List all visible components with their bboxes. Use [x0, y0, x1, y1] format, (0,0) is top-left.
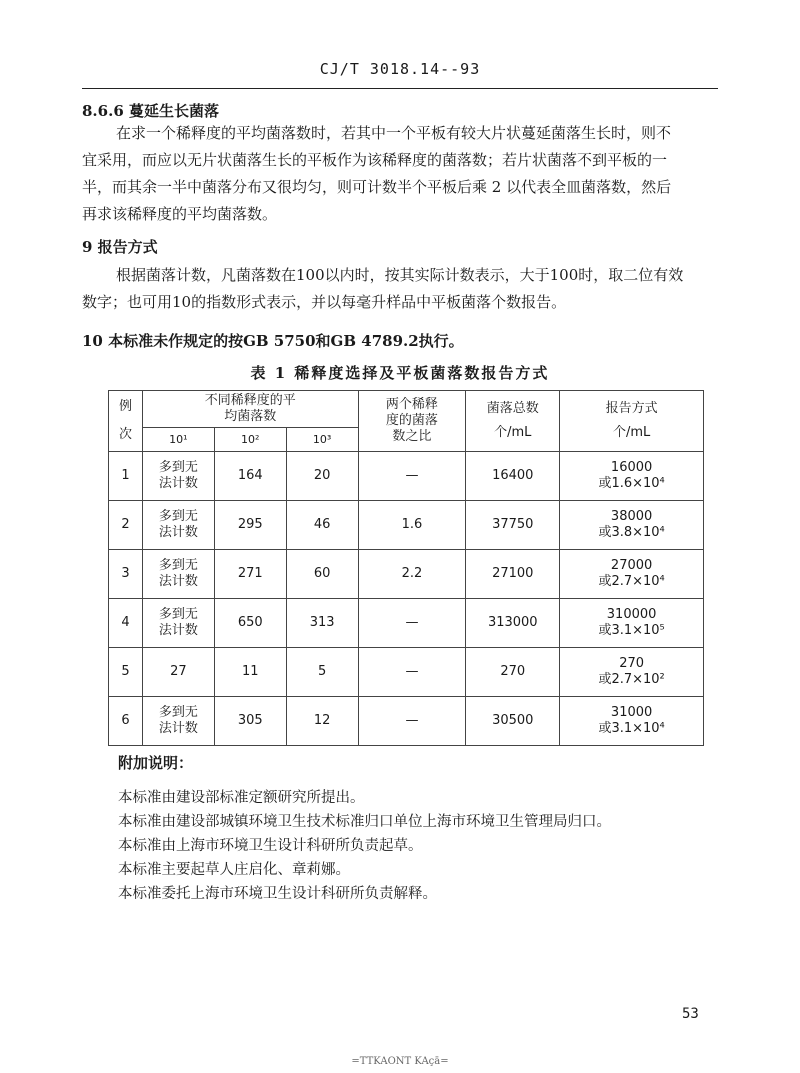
cell-text: 12	[313, 713, 331, 728]
header-text: 个/mL	[612, 425, 651, 440]
total-cell	[466, 648, 560, 697]
cell-text: 法计数	[158, 525, 198, 540]
total-cell	[466, 697, 560, 746]
ratio-cell	[358, 550, 466, 599]
report-cell	[560, 697, 704, 746]
dilution-1-cell	[142, 697, 214, 746]
dilution-1-header: 10¹	[142, 428, 214, 452]
cell-text: 164	[237, 468, 263, 483]
header-text: 均菌落数	[224, 409, 277, 424]
header-text: 数之比	[392, 429, 432, 444]
cell-text: 16400	[492, 468, 534, 483]
cell-text: 法计数	[158, 721, 198, 736]
dilution-2-cell	[214, 648, 286, 697]
note-line: 本标准由建设部城镇环境卫生技术标准归口单位上海市环境卫生管理局归口。	[118, 814, 611, 830]
cell-text: 或3.8×10⁴	[598, 525, 665, 540]
cell-text: 30500	[492, 713, 534, 728]
dilution-1-cell	[142, 599, 214, 648]
page-number: 53	[682, 1006, 699, 1022]
dilution-1-cell	[142, 648, 214, 697]
cell-text: 或2.7×10⁴	[598, 574, 665, 589]
cell-text: 295	[237, 517, 263, 532]
report-cell	[560, 648, 704, 697]
ratio-cell	[358, 648, 466, 697]
cell-text: 46	[313, 517, 331, 532]
paragraph-line: 半，而其余一半中菌落分布又很均匀，则可计数半个平板后乘 2 以代表全皿菌落数，然后	[82, 178, 672, 196]
dilution-2-cell	[214, 550, 286, 599]
dilution-3-cell	[286, 452, 358, 501]
case-number-cell	[109, 599, 143, 648]
cell-text: 60	[313, 566, 331, 581]
section-10-title: 10 本标准未作规定的按GB 5750和GB 4789.2执行。	[82, 332, 464, 350]
header-rule	[82, 88, 718, 89]
cell-text: 27000	[610, 558, 653, 573]
cell-text: 法计数	[158, 476, 198, 491]
report-cell	[560, 599, 704, 648]
paragraph-line: 在求一个稀释度的平均菌落数时，若其中一个平板有较大片状蔓延菌落生长时，则不	[116, 124, 672, 142]
cell-text: 1	[121, 468, 130, 483]
header-text: 不同稀释度的平	[204, 393, 296, 408]
cell-text: 3	[121, 566, 130, 581]
case-number-cell	[109, 452, 143, 501]
header-text: 个/mL	[494, 425, 532, 440]
cell-text: 31000	[610, 705, 653, 720]
case-number-cell	[109, 501, 143, 550]
cell-text: 270	[619, 656, 645, 671]
cell-text: 5	[317, 664, 327, 679]
ratio-cell	[358, 501, 466, 550]
report-cell	[560, 501, 704, 550]
cell-text: 法计数	[158, 574, 198, 589]
note-line: 本标准委托上海市环境卫生设计科研所负责解释。	[118, 886, 437, 902]
dilution-2-cell	[214, 452, 286, 501]
dilution-2-cell	[214, 501, 286, 550]
cell-text: 270	[500, 664, 526, 679]
cell-text: 或1.6×10⁴	[598, 476, 665, 491]
cell-text: 313	[309, 615, 335, 630]
total-cell	[466, 452, 560, 501]
header-text: 菌落总数	[486, 401, 539, 416]
ratio-header	[358, 391, 466, 452]
table-row	[109, 452, 704, 501]
cell-text: 多到无	[158, 607, 198, 622]
dilution-table	[108, 390, 704, 746]
cell-text: 305	[237, 713, 263, 728]
table-body	[109, 452, 704, 746]
cell-text: 20	[313, 468, 331, 483]
total-cell	[466, 501, 560, 550]
total-cell	[466, 599, 560, 648]
paragraph-line: 数字；也可用10的指数形式表示，并以每毫升样品中平板菌落个数报告。	[82, 293, 567, 311]
cell-text: 313000	[487, 615, 538, 630]
ratio-cell	[358, 599, 466, 648]
cell-text: 或3.1×10⁴	[598, 721, 665, 736]
avg-colonies-header	[142, 391, 358, 428]
cell-text: 310000	[606, 607, 657, 622]
case-number-cell	[109, 697, 143, 746]
section-9-body	[82, 262, 722, 316]
cell-text: 27	[170, 664, 187, 679]
cell-text: 37750	[492, 517, 534, 532]
cell-text: 650	[237, 615, 263, 630]
case-number-cell	[109, 648, 143, 697]
table-row	[109, 697, 704, 746]
dilution-3-cell	[286, 550, 358, 599]
dilution-1-cell	[142, 501, 214, 550]
dilution-1-cell	[142, 452, 214, 501]
dilution-3-cell	[286, 599, 358, 648]
header-text: 度的菌落	[385, 413, 438, 428]
table-row	[109, 550, 704, 599]
dilution-3-header: 10³	[286, 428, 358, 452]
note-line: 本标准由建设部标准定额研究所提出。	[118, 790, 365, 806]
cell-text: 1.6	[401, 517, 423, 532]
cell-text: 2.2	[401, 566, 423, 581]
cell-text: 或2.7×10²	[598, 672, 665, 687]
dilution-2-cell	[214, 599, 286, 648]
document-header: CJ/T 3018.14--93	[319, 60, 481, 78]
cell-text: 2	[121, 517, 130, 532]
header-text: 报告方式	[605, 401, 658, 416]
cell-text: 27100	[492, 566, 534, 581]
cell-text: 38000	[610, 509, 653, 524]
table-row	[109, 648, 704, 697]
ratio-cell	[358, 452, 466, 501]
dilution-3-cell	[286, 648, 358, 697]
section-866-body	[82, 120, 722, 228]
cell-text: —	[405, 664, 419, 679]
ratio-cell	[358, 697, 466, 746]
cell-text: —	[405, 468, 419, 483]
table-title: 表 1 稀释度选择及平板菌落数报告方式	[250, 364, 550, 382]
cell-text: 6	[121, 713, 130, 728]
table-row	[109, 599, 704, 648]
dilution-2-cell	[214, 697, 286, 746]
case-header	[109, 391, 143, 452]
cell-text: 多到无	[158, 509, 198, 524]
section-866-title: 8.6.6 蔓延生长菌落	[82, 102, 219, 120]
cell-text: 多到无	[158, 558, 198, 573]
report-cell	[560, 452, 704, 501]
cell-text: 或3.1×10⁵	[598, 623, 665, 638]
dilution-3-cell	[286, 501, 358, 550]
header-text: 两个稀释	[385, 397, 438, 412]
footer-watermark: =TTKAONT KAçā=	[351, 1056, 449, 1067]
note-line: 本标准由上海市环境卫生设计科研所负责起草。	[118, 838, 423, 854]
dilution-2-header: 10²	[214, 428, 286, 452]
dilution-1-cell	[142, 550, 214, 599]
case-number-cell	[109, 550, 143, 599]
notes-title: 附加说明：	[118, 754, 194, 772]
cell-text: 4	[121, 615, 130, 630]
report-cell	[560, 550, 704, 599]
table-row	[109, 501, 704, 550]
cell-text: 16000	[610, 460, 653, 475]
paragraph-line: 再求该稀释度的平均菌落数。	[82, 205, 278, 223]
cell-text: —	[405, 615, 419, 630]
cell-text: 271	[237, 566, 263, 581]
cell-text: 11	[241, 664, 259, 679]
total-header	[466, 391, 560, 452]
cell-text: 多到无	[158, 460, 198, 475]
note-line: 本标准主要起草人庄启化、章莉娜。	[118, 862, 350, 878]
cell-text: 法计数	[158, 623, 198, 638]
dilution-3-cell	[286, 697, 358, 746]
total-cell	[466, 550, 560, 599]
header-text: 例	[118, 399, 132, 414]
section-9-title: 9 报告方式	[82, 238, 158, 256]
cell-text: 多到无	[158, 705, 198, 720]
paragraph-line: 根据菌落计数，凡菌落数在100以内时，按其实际计数表示，大于100时，取二位有效	[116, 266, 684, 284]
cell-text: —	[405, 713, 419, 728]
header-text: 次	[118, 427, 132, 442]
report-header	[560, 391, 704, 452]
paragraph-line: 宜采用，而应以无片状菌落生长的平板作为该稀释度的菌落数；若片状菌落不到平板的一	[82, 151, 668, 169]
cell-text: 5	[121, 664, 130, 679]
